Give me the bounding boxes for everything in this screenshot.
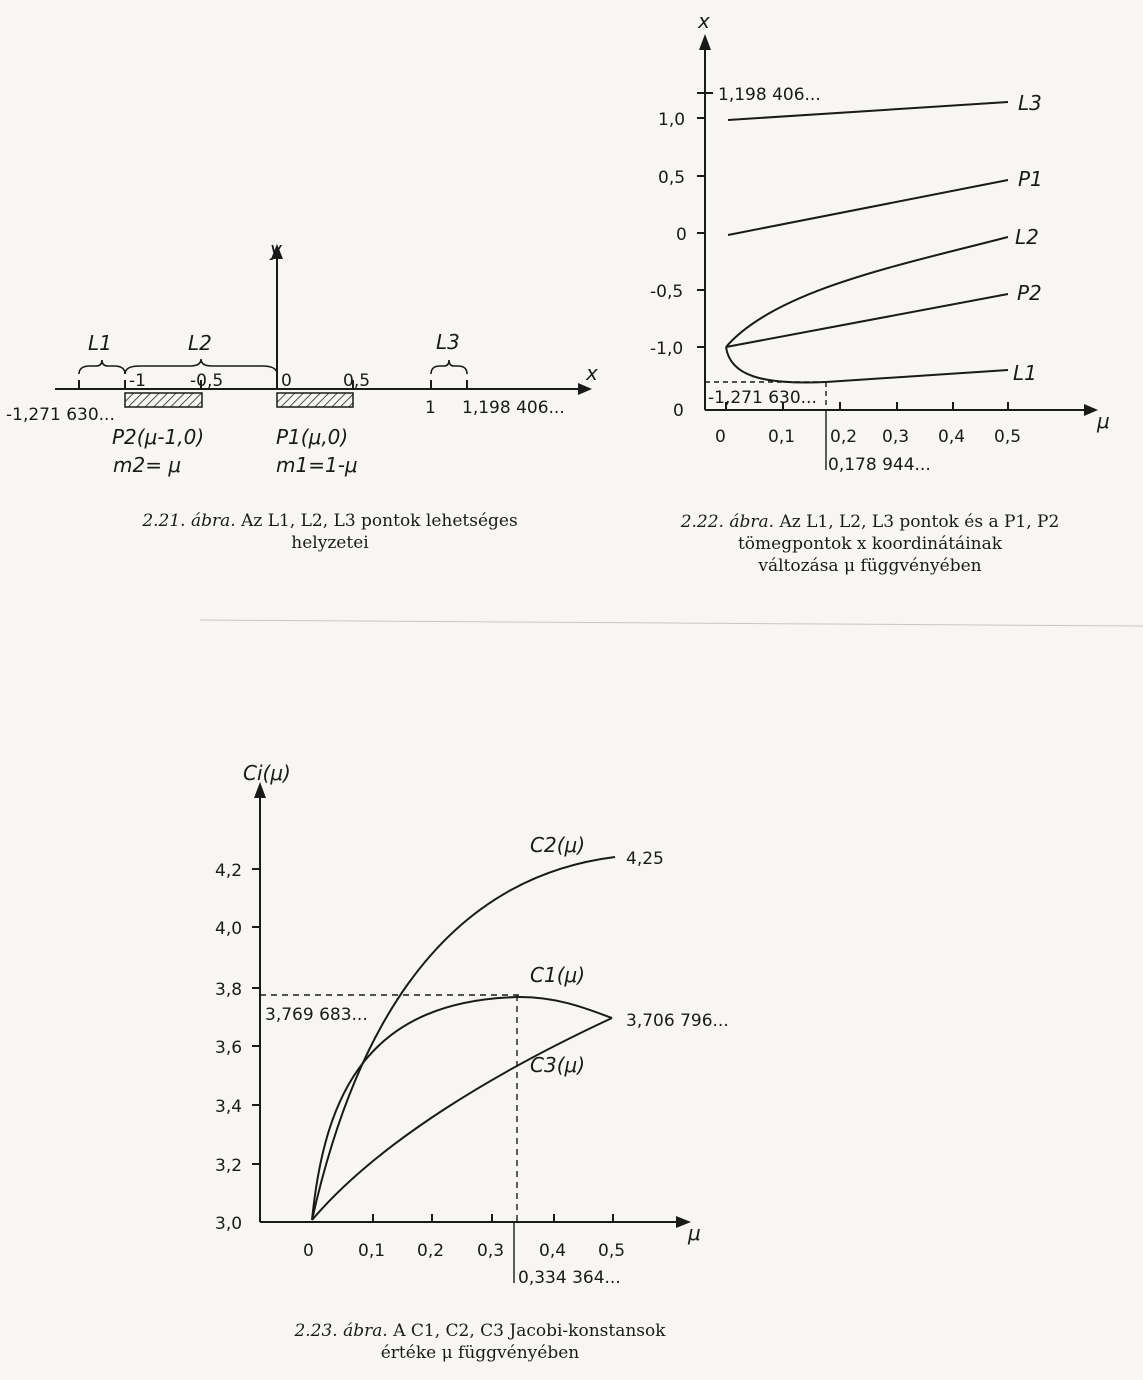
right-value: 1,198 406... xyxy=(462,398,565,418)
figure-2-23-labels xyxy=(215,761,729,1288)
fig223-y-label: Ci(μ) xyxy=(243,761,291,785)
y-tick-3-0: 3,0 xyxy=(215,1214,243,1234)
y-tick-3-2: 3,2 xyxy=(215,1156,243,1176)
value-4-25: 4,25 xyxy=(626,849,664,869)
caption-2-22-line3: változása μ függvényében xyxy=(758,556,982,576)
figure-2-22-labels xyxy=(650,9,1110,475)
label-c2: C2(μ) xyxy=(530,833,586,857)
y-tick-4-0: 4,0 xyxy=(215,919,243,939)
origin-zero: 0 xyxy=(673,401,684,421)
tick-minus-1: -1 xyxy=(129,371,146,391)
caption-2-22 xyxy=(620,511,1120,577)
p1-label: P1(μ,0) xyxy=(276,425,349,449)
caption-2-21-word: ábra. xyxy=(190,511,236,531)
x-tick-0-2: 0,2 xyxy=(830,427,858,447)
figure-2-21-labels xyxy=(6,237,598,477)
label-l1: L1 xyxy=(1013,361,1037,385)
x-tick-0-5-b: 0,5 xyxy=(598,1241,626,1261)
caption-2-23-line2: értéke μ függvényében xyxy=(380,1343,580,1363)
y-tick-0: 0 xyxy=(676,225,687,245)
m2-label: m2= μ xyxy=(113,453,182,477)
caption-2-23 xyxy=(200,1320,760,1364)
y-tick-3-6: 3,6 xyxy=(215,1038,243,1058)
caption-2-21-line2: helyzetei xyxy=(291,533,369,553)
annot-1-198: 1,198 406... xyxy=(718,85,821,105)
y-tick-1-0: 1,0 xyxy=(658,110,686,130)
fig222-x-label: μ xyxy=(1097,409,1110,433)
curve-l1 xyxy=(726,347,1008,383)
x-tick-0-4: 0,4 xyxy=(938,427,966,447)
fig222-x-arrow xyxy=(1084,404,1098,416)
caption-2-22-line2: tömegpontok x koordinátáinak xyxy=(737,534,1003,554)
x-tick-0: 0 xyxy=(715,427,726,447)
caption-2-23-word: ábra. xyxy=(343,1321,388,1341)
label-p1: P1 xyxy=(1018,167,1043,191)
tick-0-5: 0,5 xyxy=(343,371,371,391)
fig222-y-arrow xyxy=(699,34,711,50)
label-l2: L2 xyxy=(1015,225,1039,249)
fig223-x-label: μ xyxy=(688,1221,701,1245)
fig222-y-label: x xyxy=(698,9,710,33)
x-tick-0-4-b: 0,4 xyxy=(539,1241,567,1261)
caption-2-21-number: 2.21. xyxy=(142,511,186,531)
x-tick-0-3-b: 0,3 xyxy=(477,1241,505,1261)
curve-c1 xyxy=(312,997,612,1220)
caption-2-23-number: 2.23. xyxy=(294,1321,338,1341)
tick-minus-0-5: -0,5 xyxy=(190,371,224,391)
left-value: -1,271 630... xyxy=(6,405,115,425)
l1-label: L1 xyxy=(88,331,112,355)
caption-2-22-number: 2.22. xyxy=(680,512,724,532)
value-3-769: 3,769 683... xyxy=(265,1005,368,1025)
caption-2-22-line1: Az L1, L2, L3 pontok és a P1, P2 xyxy=(779,512,1060,532)
p2-label: P2(μ-1,0) xyxy=(112,425,205,449)
caption-2-22-word: ábra. xyxy=(729,512,775,532)
curve-l2 xyxy=(726,237,1008,347)
l2-label: L2 xyxy=(188,331,212,355)
page-divider xyxy=(200,620,1143,626)
y-tick-minus-0-5: -0,5 xyxy=(650,282,684,302)
annot-minus-1-271: -1,271 630... xyxy=(708,388,817,408)
l3-brace xyxy=(431,360,467,374)
x-tick-0-b: 0 xyxy=(303,1241,314,1261)
label-p2: P2 xyxy=(1017,281,1042,305)
curve-p2 xyxy=(726,294,1008,347)
value-3-706: 3,706 796... xyxy=(626,1011,729,1031)
l3-label: L3 xyxy=(436,330,460,354)
caption-2-21-line1: Az L1, L2, L3 pontok lehetséges xyxy=(241,511,518,531)
m1-label: m1=1-μ xyxy=(276,453,358,477)
x-tick-0-1: 0,1 xyxy=(768,427,796,447)
curve-c3 xyxy=(312,1018,612,1220)
l1-brace xyxy=(79,360,125,374)
label-c1: C1(μ) xyxy=(530,963,586,987)
x-tick-0-5: 0,5 xyxy=(994,427,1022,447)
x-tick-0-3: 0,3 xyxy=(882,427,910,447)
y-tick-4-2: 4,2 xyxy=(215,861,243,881)
caption-2-23-line1: A C1, C2, C3 Jacobi-konstansok xyxy=(393,1321,666,1341)
tick-0: 0 xyxy=(281,371,292,391)
x-tick-0-2-b: 0,2 xyxy=(417,1241,445,1261)
fig221-x-label: x xyxy=(586,361,598,385)
x-tick-0-1-b: 0,1 xyxy=(358,1241,386,1261)
y-tick-3-8: 3,8 xyxy=(215,980,243,1000)
p1-mass-region xyxy=(277,393,353,407)
y-tick-minus-1-0: -1,0 xyxy=(650,339,684,359)
y-tick-3-4: 3,4 xyxy=(215,1097,243,1117)
p2-mass-region xyxy=(125,393,202,407)
annot-mu-0-178: 0,178 944... xyxy=(828,455,931,475)
label-c3: C3(μ) xyxy=(530,1053,586,1077)
tick-1: 1 xyxy=(425,398,436,418)
label-l3: L3 xyxy=(1018,91,1042,115)
caption-2-21 xyxy=(60,510,600,554)
fig221-y-label: y xyxy=(270,237,282,261)
curve-p1 xyxy=(728,180,1008,235)
y-tick-0-5: 0,5 xyxy=(658,168,686,188)
value-mu-0-334: 0,334 364... xyxy=(518,1268,621,1288)
